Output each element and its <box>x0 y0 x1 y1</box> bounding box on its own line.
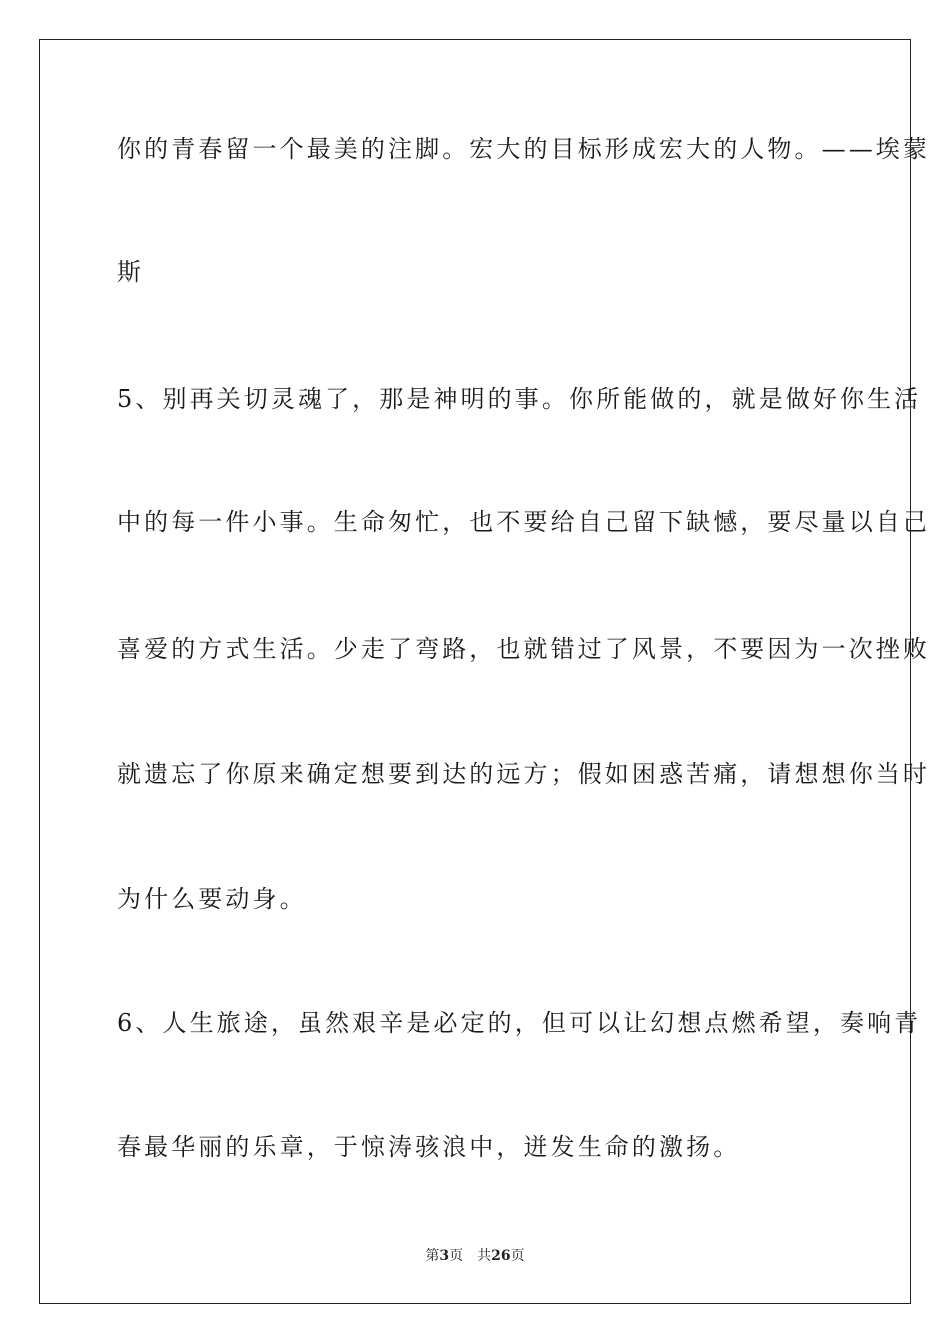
body-text-line: 为什么要动身。 <box>117 885 307 913</box>
body-text-line: 你的青春留一个最美的注脚。宏大的目标形成宏大的人物。——埃蒙 <box>117 135 930 163</box>
body-text-line: 春最华丽的乐章，于惊涛骇浪中，迸发生命的激扬。 <box>117 1133 741 1161</box>
page-suffix: 页 <box>449 1248 464 1264</box>
page-number: 3 <box>439 1248 450 1264</box>
total-suffix: 页 <box>510 1248 525 1264</box>
total-prefix: 共 <box>477 1248 492 1264</box>
body-text-line: 中的每一件小事。生命匆忙，也不要给自己留下缺憾，要尽量以自己 <box>117 508 930 536</box>
page-prefix: 第 <box>425 1248 440 1264</box>
body-text-line: 6、人生旅途，虽然艰辛是必定的，但可以让幻想点燃希望，奏响青 <box>117 1009 922 1037</box>
body-text-line: 喜爱的方式生活。少走了弯路，也就错过了风景，不要因为一次挫败 <box>117 635 930 663</box>
page-border <box>39 39 930 1304</box>
page-footer <box>0 1246 950 1266</box>
total-pages: 26 <box>491 1248 511 1264</box>
body-text-line: 斯 <box>117 258 145 286</box>
body-text-line: 5、别再关切灵魂了，那是神明的事。你所能做的，就是做好你生活 <box>117 385 922 413</box>
body-text-line: 就遗忘了你原来确定想要到达的远方；假如困惑苦痛，请想想你当时 <box>117 760 930 788</box>
